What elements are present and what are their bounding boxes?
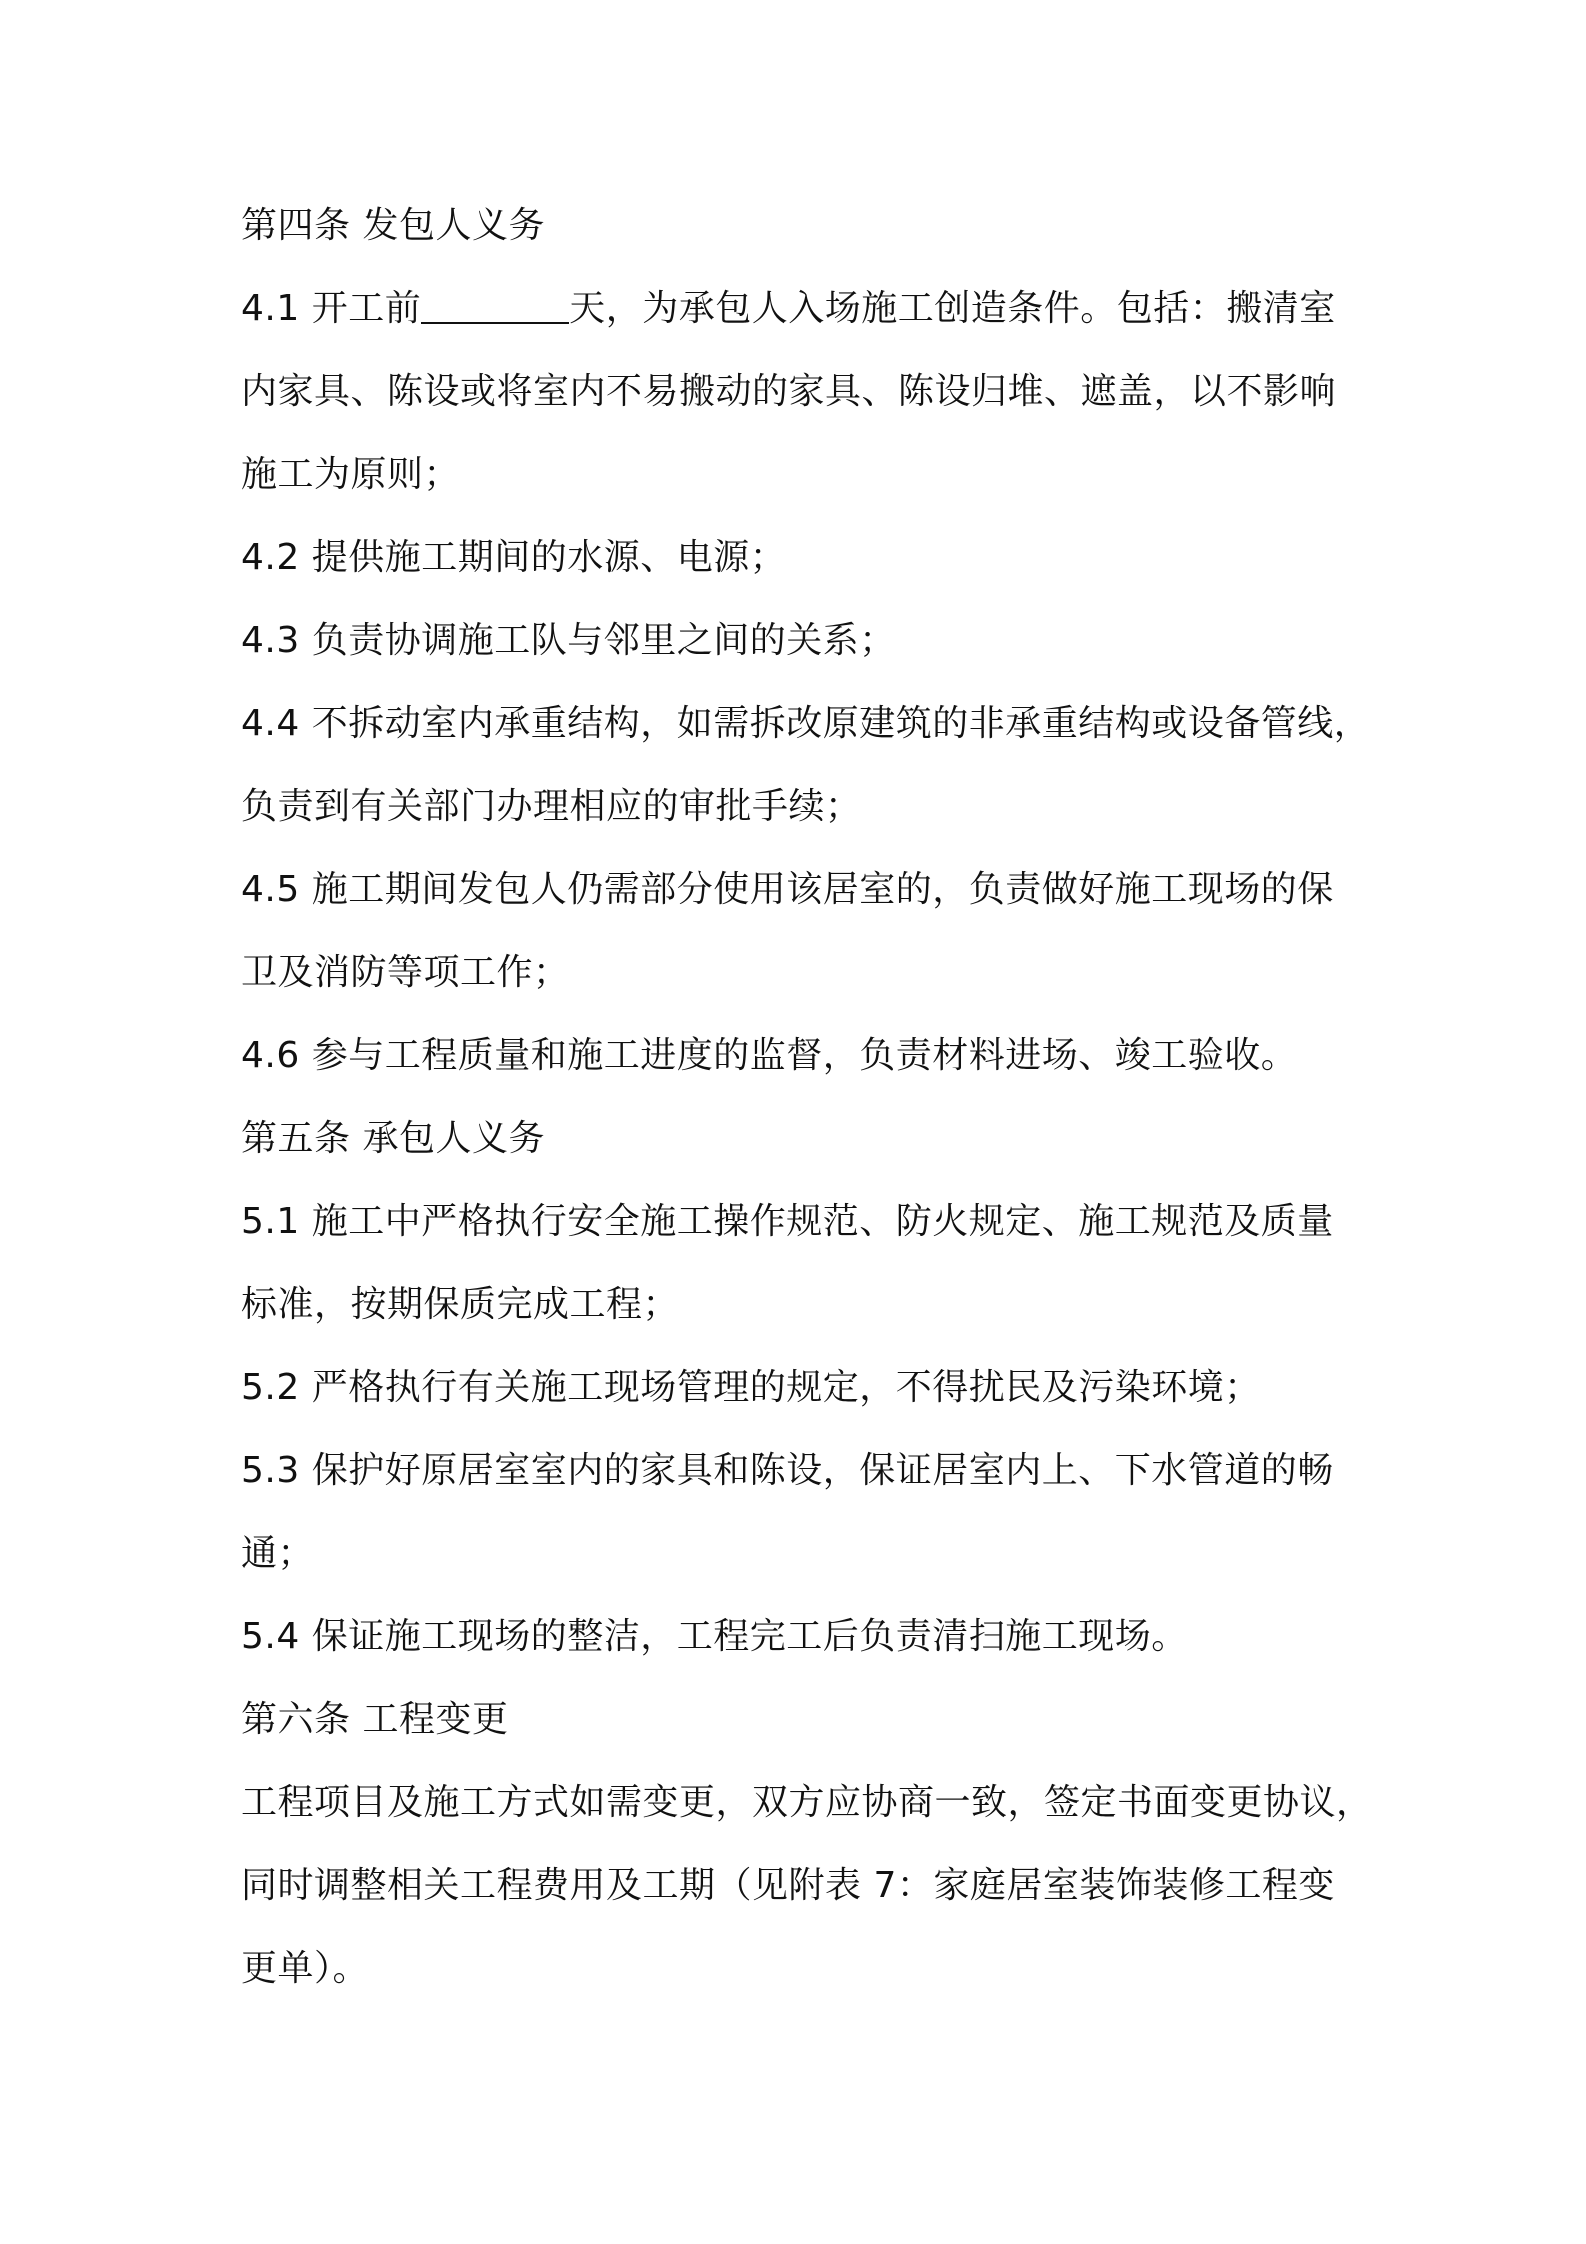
clause-4-1-line-2: 内家具、陈设或将室内不易搬动的家具、陈设归堆、遮盖，以不影响 (241, 371, 1337, 412)
article-5-heading: 第五条 承包人义务 (241, 1118, 545, 1159)
clause-5-3: 5.3 保护好原居室室内的家具和陈设，保证居室内上、下水管道的畅 (241, 1450, 1334, 1491)
article-6-heading: 第六条 工程变更 (241, 1699, 509, 1740)
clause-4-4-line-2: 负责到有关部门办理相应的审批手续； (241, 786, 862, 827)
clause-4-1 (241, 279, 1371, 339)
clause-5-4: 5.4 保证施工现场的整洁，工程完工后负责清扫施工现场。 (241, 1616, 1188, 1657)
clause-5-1: 5.1 施工中严格执行安全施工操作规范、防火规定、施工规范及质量 (241, 1201, 1334, 1242)
clause-5-2: 5.2 严格执行有关施工现场管理的规定，不得扰民及污染环境； (241, 1367, 1261, 1408)
clause-5-1-line-2: 标准，按期保质完成工程； (241, 1284, 680, 1325)
clause-5-3-line-2: 通； (241, 1533, 315, 1574)
article-6-paragraph-line-3: 更单）。 (241, 1948, 370, 1989)
article-6-paragraph: 工程项目及施工方式如需变更，双方应协商一致，签定书面变更协议， (241, 1782, 1373, 1823)
clause-4-4: 4.4 不拆动室内承重结构，如需拆改原建筑的非承重结构或设备管线， (241, 703, 1371, 744)
clause-4-6: 4.6 参与工程质量和施工进度的监督，负责材料进场、竣工验收。 (241, 1035, 1298, 1076)
clause-4-1-text-after: 天，为承包人入场施工创造条件。包括：搬清室 (569, 288, 1336, 329)
clause-4-1-line-3: 施工为原则； (241, 454, 461, 495)
article-6-paragraph-line-2: 同时调整相关工程费用及工期（见附表 7：家庭居室装饰装修工程变 (241, 1865, 1335, 1906)
clause-4-5: 4.5 施工期间发包人仍需部分使用该居室的，负责做好施工现场的保 (241, 869, 1334, 910)
fill-in-blank-days[interactable] (421, 286, 569, 324)
clause-4-3: 4.3 负责协调施工队与邻里之间的关系； (241, 620, 896, 661)
clause-4-2: 4.2 提供施工期间的水源、电源； (241, 537, 787, 578)
article-4-heading: 第四条 发包人义务 (241, 205, 545, 246)
clause-4-1-text-before: 4.1 开工前 (241, 288, 422, 329)
clause-4-5-line-2: 卫及消防等项工作； (241, 952, 570, 993)
